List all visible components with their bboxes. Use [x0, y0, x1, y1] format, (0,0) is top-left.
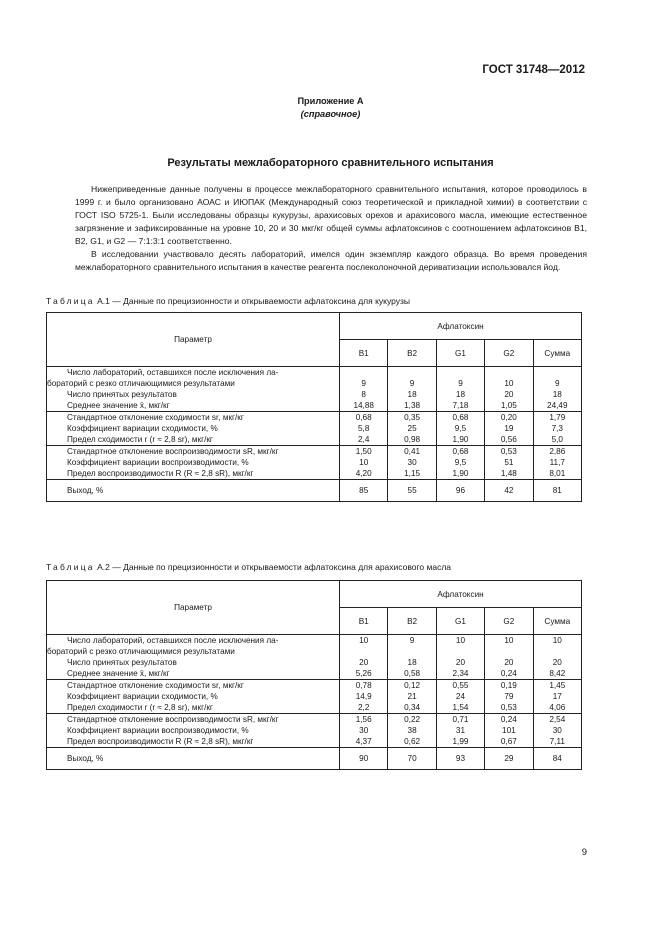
- value: [485, 367, 532, 378]
- section-title: Результаты межлабораторного сравнительного испытания: [167, 157, 494, 169]
- value: 0,78: [355, 681, 372, 690]
- table-row: [47, 635, 582, 680]
- value-cell: [388, 748, 436, 770]
- value: 10: [504, 379, 514, 388]
- value: 24,49: [547, 401, 568, 410]
- value: 1,90: [452, 435, 469, 444]
- value: 20: [455, 658, 466, 667]
- column-header: G2: [485, 608, 533, 635]
- value: 9: [458, 379, 463, 388]
- aflatoxin-header: Афлатоксин: [340, 313, 582, 340]
- value: 1,79: [549, 413, 566, 422]
- value: [534, 367, 581, 378]
- value: 1,38: [404, 401, 421, 410]
- value: [388, 367, 435, 378]
- column-header: G2: [485, 340, 533, 367]
- value: 0,68: [452, 447, 469, 456]
- value: [388, 646, 435, 657]
- value: 9: [409, 636, 415, 645]
- value: 8,42: [549, 669, 566, 678]
- value: [340, 367, 387, 378]
- parameter-label: бораторий с резко отличающимися результатами: [47, 379, 235, 388]
- value-cell: [388, 367, 436, 412]
- parameter-label: Предел сходимости r (r ≈ 2,8 sr), мкг/кг: [67, 435, 213, 444]
- value: 19: [504, 424, 514, 433]
- table2-caption: [46, 562, 451, 572]
- value: 9,5: [454, 424, 467, 433]
- value: 1,05: [500, 401, 517, 410]
- value: 0,19: [500, 681, 517, 690]
- value: 7,18: [452, 401, 469, 410]
- column-header: G1: [436, 608, 484, 635]
- value-cell: [485, 446, 533, 480]
- parameter-cell: [47, 680, 340, 714]
- value: 55: [407, 486, 417, 495]
- value: 0,58: [404, 669, 421, 678]
- value-cell: [436, 748, 484, 770]
- value: 18: [407, 390, 417, 399]
- value-cell: [340, 680, 388, 714]
- value: 20: [359, 658, 369, 667]
- value: 20: [552, 658, 562, 667]
- value: 0,68: [452, 413, 469, 422]
- table-row: [47, 412, 582, 446]
- value: 1,15: [404, 469, 421, 478]
- value: 1,99: [452, 737, 469, 746]
- value: 2,54: [549, 715, 566, 724]
- value: 8: [361, 390, 366, 399]
- value: 101: [502, 726, 516, 735]
- annex-note: (справочное): [300, 109, 361, 119]
- parameter-label: Стандартное отклонение сходимости sr, мкг/кг: [67, 681, 244, 690]
- value: 20: [504, 390, 514, 399]
- value-cell: [340, 748, 388, 770]
- annex-title: Приложение А: [297, 96, 364, 106]
- value: 0,24: [500, 669, 517, 678]
- value-cell: [485, 635, 533, 680]
- value-cell: [485, 680, 533, 714]
- value: 9: [361, 379, 366, 388]
- table-peanut-oil: [46, 580, 582, 770]
- table1-caption: [46, 296, 410, 306]
- value: 0,35: [404, 413, 421, 422]
- value: 14,88: [353, 401, 374, 410]
- value: 30: [552, 726, 562, 735]
- value: 1,56: [355, 715, 372, 724]
- value: 0,55: [452, 681, 469, 690]
- value-cell: [533, 480, 581, 502]
- table-row: [47, 367, 582, 412]
- page-number: 9: [581, 847, 587, 858]
- value: 5,0: [551, 435, 563, 444]
- parameter-cell: [47, 748, 340, 770]
- value-cell: [340, 480, 388, 502]
- parameter-cell: [47, 446, 340, 480]
- value: 7,3: [551, 424, 563, 433]
- value-cell: [533, 680, 581, 714]
- table-row: [47, 480, 582, 502]
- value: 30: [407, 458, 417, 467]
- value: 1,48: [500, 469, 517, 478]
- value: 0,53: [500, 447, 517, 456]
- value-cell: [485, 367, 533, 412]
- value: 4,37: [355, 737, 372, 746]
- value: 29: [504, 754, 514, 763]
- value-cell: [485, 480, 533, 502]
- parameter-label: Коэффициент вариации сходимости, %: [67, 424, 218, 433]
- value: 0,62: [404, 737, 421, 746]
- value: 0,22: [404, 715, 421, 724]
- value-cell: [485, 412, 533, 446]
- value-cell: [388, 714, 436, 748]
- value-cell: [340, 412, 388, 446]
- column-header: B2: [388, 608, 436, 635]
- value: 5,26: [355, 669, 372, 678]
- table-row: [47, 680, 582, 714]
- paragraph-2: В исследовании участвовало десять лабораторий, имелся один экземпляр каждого образца. Во время проведения межлабораторного сравнительного испытания в качестве реагента послеколоночной дериватизации использовался йод.: [75, 249, 587, 272]
- param-header: Параметр: [47, 581, 340, 635]
- table2-caption-text: А.2 — Данные по прецизионности и открываемости афлатоксина для арахисового масла: [97, 562, 452, 572]
- table-row: [47, 748, 582, 770]
- paragraph-1: Нижеприведенные данные получены в процессе межлабораторного сравнительного испытания, которое проводилось в 1999 г. и было организовано АОАС и ИЮПАК (Международный союз теоретической и прикладной химии) в соответствии с ГОСТ ISO 5725-1. Были исследованы образцы кукурузы, арахисовых орехов и арахисового масла, имеющие естественное загрязнение и зафиксированные на уровне 10, 20 и 30 мкг/кг общей суммы афлатоксинов с соотношением афлатоксинов В1, В2, G1, и G2 — 7:1:3:1 соответственно.: [75, 184, 587, 246]
- value: 0,56: [500, 435, 517, 444]
- parameter-cell: [47, 714, 340, 748]
- value: 18: [407, 658, 417, 667]
- value-cell: [388, 446, 436, 480]
- parameter-cell: [47, 480, 340, 502]
- standard-number: ГОСТ 31748—2012: [482, 64, 585, 76]
- column-header: Сумма: [533, 608, 581, 635]
- value: 93: [455, 754, 466, 763]
- value: 10: [455, 636, 466, 645]
- value: 1,45: [549, 681, 566, 690]
- value: 10: [359, 636, 369, 645]
- column-header: B1: [340, 340, 388, 367]
- parameter-label: Предел воспроизводимости R (R ≈ 2,8 sR), мкг/кг: [67, 469, 254, 478]
- column-header: B2: [388, 340, 436, 367]
- parameter-label: бораторий с резко отличающимися результатами: [47, 647, 235, 656]
- value: [534, 646, 581, 657]
- value: 1,54: [452, 703, 469, 712]
- value: 81: [552, 486, 562, 495]
- value: 0,41: [404, 447, 421, 456]
- value: 17: [552, 692, 562, 701]
- value: 0,34: [404, 703, 421, 712]
- column-header: B1: [340, 608, 388, 635]
- value: 96: [455, 486, 466, 495]
- value: 4,06: [549, 703, 566, 712]
- value: [437, 646, 484, 657]
- value: 1,50: [355, 447, 372, 456]
- parameter-label: Предел сходимости r (r ≈ 2,8 sr), мкг/кг: [67, 703, 213, 712]
- value: 42: [504, 486, 514, 495]
- parameter-label: Стандартное отклонение воспроизводимости sR, мкг/кг: [67, 715, 279, 724]
- column-header: G1: [436, 340, 484, 367]
- value: 10: [359, 458, 369, 467]
- parameter-label: Стандартное отклонение воспроизводимости sR, мкг/кг: [67, 447, 279, 456]
- value-cell: [533, 446, 581, 480]
- value: 2,4: [358, 435, 370, 444]
- column-header: Сумма: [533, 340, 581, 367]
- value: 0,67: [500, 737, 517, 746]
- parameter-cell: [47, 635, 340, 680]
- value: 30: [359, 726, 369, 735]
- value-cell: [340, 635, 388, 680]
- value: 85: [359, 486, 369, 495]
- parameter-label: Среднее значение x̄, мкг/кг: [67, 669, 170, 678]
- table-row: [47, 446, 582, 480]
- value-cell: [340, 446, 388, 480]
- value: 84: [552, 754, 562, 763]
- parameter-label: Коэффициент вариации сходимости, %: [67, 692, 218, 701]
- table1-caption-prefix: Таблица: [46, 296, 95, 306]
- value: [485, 646, 532, 657]
- value: 2,2: [358, 703, 370, 712]
- value: 11,7: [549, 458, 565, 467]
- value: 0,12: [404, 681, 421, 690]
- parameter-cell: [47, 367, 340, 412]
- param-header: Параметр: [47, 313, 340, 367]
- value-cell: [533, 412, 581, 446]
- parameter-label: Выход, %: [67, 486, 104, 495]
- value-cell: [436, 680, 484, 714]
- value: 14,9: [355, 692, 372, 701]
- parameter-label: Число принятых результатов: [67, 390, 177, 399]
- parameter-label: Среднее значение x̄, мкг/кг: [67, 401, 170, 410]
- parameter-label: Число лабораторий, оставшихся после исключения ла-: [67, 636, 279, 645]
- value: 2,86: [549, 447, 566, 456]
- value: 0,71: [452, 715, 469, 724]
- value: 25: [407, 424, 417, 433]
- value: 9: [409, 379, 415, 388]
- value-cell: [485, 748, 533, 770]
- value: 2,34: [452, 669, 469, 678]
- value-cell: [388, 480, 436, 502]
- value: 8,01: [549, 469, 566, 478]
- value: 24: [455, 692, 466, 701]
- value: 0,24: [500, 715, 517, 724]
- value: 21: [407, 692, 417, 701]
- value: 18: [455, 390, 466, 399]
- value: 20: [504, 658, 514, 667]
- parameter-label: Коэффициент вариации воспроизводимости, %: [67, 726, 249, 735]
- parameter-label: Число лабораторий, оставшихся после исключения ла-: [67, 368, 279, 377]
- value-cell: [436, 412, 484, 446]
- aflatoxin-header: Афлатоксин: [340, 581, 582, 608]
- value: 10: [504, 636, 514, 645]
- value: 31: [455, 726, 466, 735]
- table-corn: [46, 312, 582, 502]
- value: 0,98: [404, 435, 421, 444]
- table1-caption-text: А.1 — Данные по прецизионности и открываемости афлатоксина для кукурузы: [97, 296, 411, 306]
- table2-caption-prefix: Таблица: [46, 562, 95, 572]
- value-cell: [436, 446, 484, 480]
- value: 4,20: [355, 469, 372, 478]
- value-cell: [533, 714, 581, 748]
- value: 5,8: [358, 424, 370, 433]
- value: 18: [552, 390, 562, 399]
- parameter-label: Стандартное отклонение сходимости sr, мкг/кг: [67, 413, 244, 422]
- value: 9: [555, 379, 560, 388]
- value-cell: [388, 680, 436, 714]
- value-cell: [436, 714, 484, 748]
- value-cell: [485, 714, 533, 748]
- parameter-label: Число принятых результатов: [67, 658, 177, 667]
- parameter-cell: [47, 412, 340, 446]
- value-cell: [340, 714, 388, 748]
- value: 0,53: [500, 703, 517, 712]
- value: 38: [407, 726, 417, 735]
- value: 0,20: [500, 413, 517, 422]
- value: 1,90: [452, 469, 469, 478]
- value-cell: [388, 412, 436, 446]
- value: 9,5: [454, 458, 467, 467]
- value-cell: [388, 635, 436, 680]
- intro-text: [75, 183, 587, 274]
- parameter-label: Выход, %: [67, 754, 104, 763]
- value-cell: [436, 635, 484, 680]
- value: [437, 367, 484, 378]
- value: 10: [552, 636, 562, 645]
- value: 90: [359, 754, 369, 763]
- value: 51: [504, 458, 514, 467]
- parameter-label: Предел воспроизводимости R (R ≈ 2,8 sR), мкг/кг: [67, 737, 254, 746]
- value-cell: [340, 367, 388, 412]
- value: 70: [407, 754, 417, 763]
- value: 7,11: [549, 737, 565, 746]
- value: 0,68: [355, 413, 372, 422]
- parameter-label: Коэффициент вариации воспроизводимости, %: [67, 458, 249, 467]
- value: [340, 646, 387, 657]
- table-row: [47, 714, 582, 748]
- value: 79: [504, 692, 514, 701]
- value-cell: [436, 480, 484, 502]
- value-cell: [533, 367, 581, 412]
- value-cell: [436, 367, 484, 412]
- value-cell: [533, 635, 581, 680]
- value-cell: [533, 748, 581, 770]
